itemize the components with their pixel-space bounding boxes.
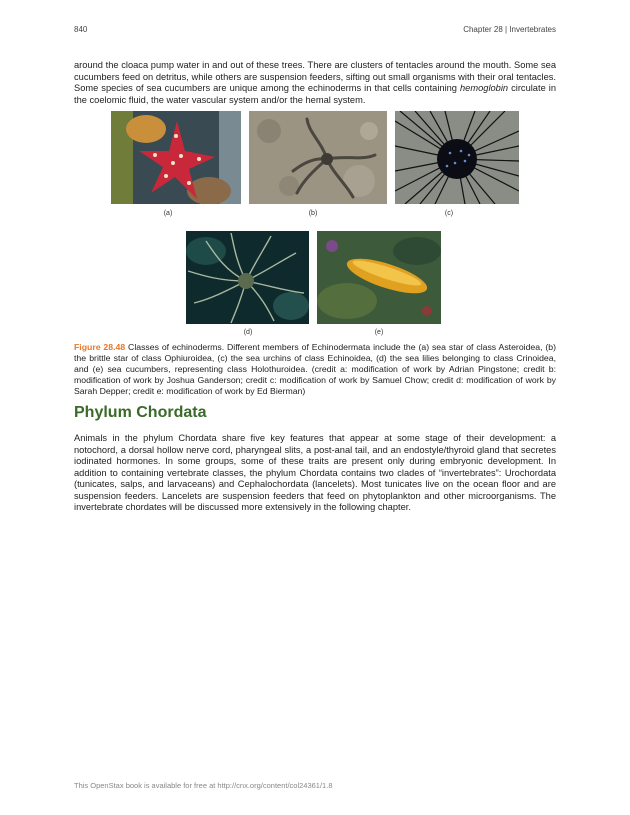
page-number: 840 xyxy=(74,25,88,34)
sea-star-photo xyxy=(111,111,241,204)
brittle-star-photo xyxy=(249,111,387,204)
figure-caption xyxy=(74,342,556,397)
hemoglobin-term: hemoglobin xyxy=(460,83,509,93)
intro-text-before: around the cloaca pump water in and out of these trees. There are clusters of tentacles around the mouth. Some sea cucumbers feed on detritus, while others are suspension feeders, sifting out small organisms with their oral tentacles. Some species of sea cucumbers are unique among the echinoderms in that cells containing xyxy=(74,60,556,93)
sea-cucumber-photo xyxy=(317,231,441,324)
intro-paragraph xyxy=(74,60,556,106)
figure-label: Figure 28.48 xyxy=(74,342,126,352)
chapter-header: Chapter 28 | Invertebrates xyxy=(463,25,556,34)
label-d: (d) xyxy=(243,329,253,336)
chordata-paragraph: Animals in the phylum Chordata share five key features that appear at some stage of their development: a notochord, a dorsal hollow nerve cord, pharyngeal slits, a post-anal tail, and an endostyle/thyroid gland that secretes iodinated hormones. In some groups, some of these traits are present only during embryonic development. In addition to containing vertebrate classes, the phylum Chordata contains two clades of “invertebrates”: Urochordata (tunicates, salps, and larvaceans) and Cephalochordata (lancelets). Most tunicates live on the ocean floor and are suspension feeders. Lancelets are suspension feeders that feed on phytoplankton and other microorganisms. The invertebrate chordates will be discussed more extensively in the following chapter. xyxy=(74,433,556,512)
footer-note: This OpenStax book is available for free at http://cnx.org/content/col24361/1.8 xyxy=(74,781,333,790)
label-b: (b) xyxy=(308,210,318,217)
label-c: (c) xyxy=(444,210,454,217)
sea-lily-photo xyxy=(186,231,309,324)
intro-text-after: circulate in the coelomic fluid, the water vascular system and/or the hemal system. xyxy=(74,83,556,105)
figure-caption-text: Classes of echinoderms. Different members of Echinodermata include the (a) sea star of class Asteroidea, (b) the brittle star of class Ophiuroidea, (c) the sea urchins of class Echinoidea, (d) the sea lilies belonging to class Crinoidea, and (e) sea cucumbers, representing class Holothuroidea. (credit a: modification of work by Adrian Pingstone; credit b: modification of work by Joshua Ganderson; credit c: modification of work by Samuel Chow; credit d: modification of work by Sarah Depper; credit e: modification of work by Ed Bierman) xyxy=(74,342,556,396)
sea-urchin-photo xyxy=(395,111,519,204)
section-title: Phylum Chordata xyxy=(74,404,207,421)
label-e: (e) xyxy=(374,329,384,336)
label-a: (a) xyxy=(163,210,173,217)
